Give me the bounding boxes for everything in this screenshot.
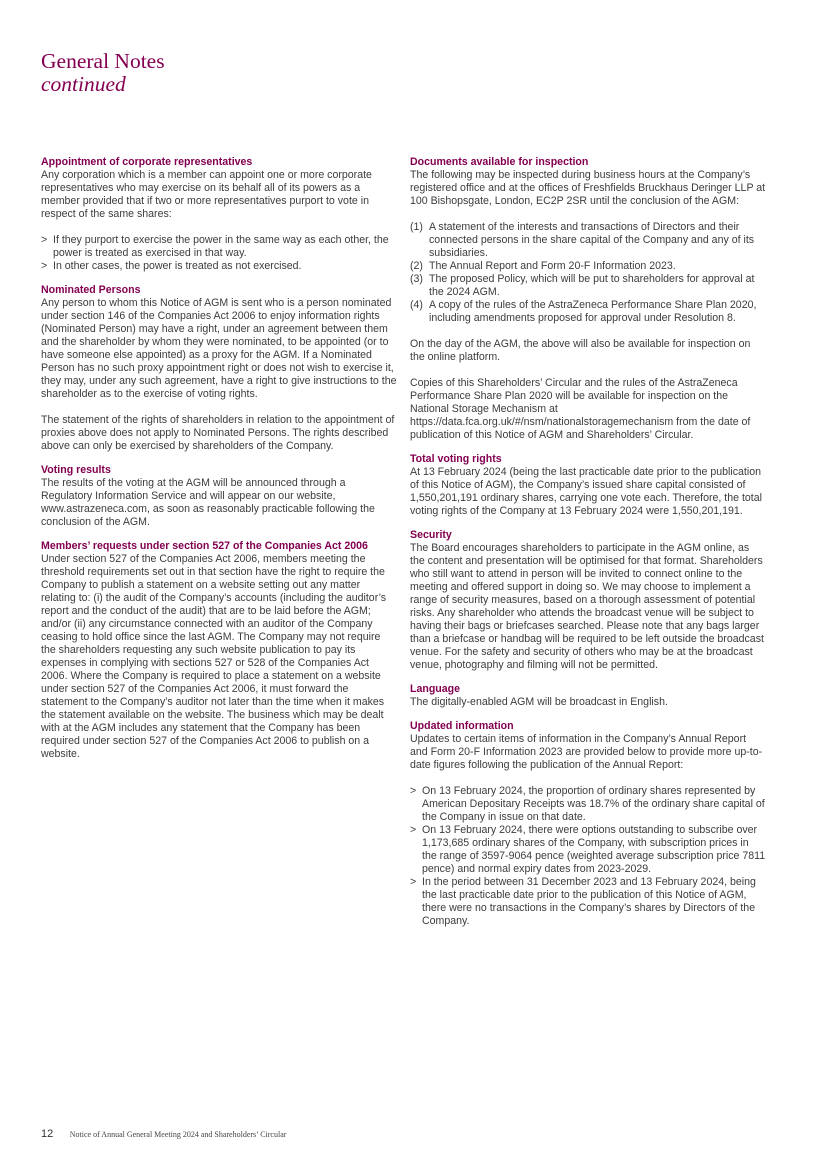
list-number: (4) <box>410 299 423 311</box>
section-voting-results <box>41 464 397 529</box>
section-security <box>410 529 766 672</box>
paragraph: The Board encourages shareholders to participate in the AGM online, as the content and presentation will be optimised for that format. Shareholders who still want to attend in person will be invited to connect online to the meeting and offered support in doing so. We may choose to implement a range of security measures, based on a thorough assessment of potential risks. Any shareholder who attends the broadcast venue will be subject to having their bags or briefcases searched. Please note that any bags larger than a briefcase or handbag will be required to be left outside the broadcast venue. For the safety and security of others who may be at the broadcast venue, photography and filming will not be permitted. <box>410 542 764 671</box>
section-heading: Total voting rights <box>410 453 502 465</box>
paragraph: The following may be inspected during business hours at the Company’s registered office and at the offices of Freshfields Bruckhaus Deringer LLP at 100 Bishopsgate, London, EC2P 2SR until the conclusion of the AGM: <box>410 169 766 207</box>
list-item <box>410 221 766 260</box>
list-item: > On 13 February 2024, the proportion of ordinary shares represented by American Depositary Receipts was 18.7% of the ordinary share capital of the Company in issue on that date. <box>410 785 766 824</box>
bullet-list <box>41 234 397 273</box>
right-column <box>410 156 766 939</box>
paragraph: The statement of the rights of shareholders in relation to the appointment of proxies above does not apply to Nominated Persons. The rights described above can only be exercised by shareholders of the Company. <box>41 414 395 452</box>
list-number: (3) <box>410 273 423 285</box>
list-number: (2) <box>410 260 423 272</box>
numbered-list <box>410 221 766 325</box>
section-heading: Language <box>410 683 461 695</box>
title-subtitle: continued <box>41 72 126 96</box>
paragraph: At 13 February 2024 (being the last practicable date prior to the publication of this Notice of AGM), the Company’s issued share capital consisted of 1,550,201,191 ordinary shares, carrying one vote each. Therefore, the total voting rights of the Company at 13 February 2024 were 1,550,201,191. <box>410 466 762 517</box>
section-heading: Voting results <box>41 464 111 476</box>
list-number: (1) <box>410 221 423 233</box>
footer-text: Notice of Annual General Meeting 2024 and Shareholders’ Circular <box>69 1130 287 1139</box>
section-heading: Documents available for inspection <box>410 156 589 168</box>
list-item <box>410 273 766 299</box>
paragraph: Copies of this Shareholders’ Circular and the rules of the AstraZeneca Performance Share Plan 2020 will be available for inspection on the National Storage Mechanism at https://data.fca.org.uk/#/nsm/nationalstoragemechanism from the date of publication of this Notice of AGM and Shareholders’ Circular. <box>410 377 751 441</box>
left-column <box>41 156 397 772</box>
section-nominated-persons <box>41 284 397 453</box>
section-members-requests <box>41 540 397 761</box>
list-text: A statement of the interests and transactions of Directors and their connected persons in the share capital of the Company and any of its subsidiaries. <box>429 221 755 259</box>
list-text: The proposed Policy, which will be put to shareholders for approval at the 2024 AGM. <box>429 273 755 298</box>
list-item <box>410 260 766 273</box>
section-documents-inspection <box>410 156 766 442</box>
section-language <box>410 683 766 709</box>
section-heading: Appointment of corporate representatives <box>41 156 253 168</box>
paragraph: Under section 527 of the Companies Act 2006, members meeting the threshold requirements set out in that section have the right to require the Company to publish a statement on a website setting out any matter relating to: (i) the audit of the Company’s accounts (including the auditor’s report and the conduct of the audit) that are to be laid before the AGM; and/or (ii) any circumstance connected with an auditor of the Company ceasing to hold office since the last AGM. The Company may not require the shareholders requesting any such website publication to pay its expenses in complying with sections 527 or 528 of the Companies Act 2006. Where the Company is required to place a statement on a website under section 527 of the Companies Act 2006, it must forward the statement to the Company’s auditor not later than the time when it makes the statement available on the website. The business which may be dealt with at the AGM includes any statement that the Company has been required under section 527 of the Companies Act 2006 to publish on a website. <box>41 553 387 760</box>
list-item: > If they purport to exercise the power in the same way as each other, the power is treated as exercised in that way. <box>41 234 397 260</box>
paragraph: The results of the voting at the AGM will be announced through a Regulatory Information Service and will appear on our website, www.astrazeneca.com, as soon as reasonably practicable following the conclusion of the AGM. <box>41 477 375 528</box>
list-text: A copy of the rules of the AstraZeneca Performance Share Plan 2020, including amendments proposed for approval under Resolution 8. <box>429 299 757 324</box>
page-title <box>41 50 165 96</box>
list-item: > In other cases, the power is treated as not exercised. <box>41 260 397 273</box>
paragraph: Updates to certain items of information in the Company’s Annual Report and Form 20-F Information 2023 are provided below to provide more up-to-date figures following the publication of the Annual Report: <box>410 733 763 771</box>
section-heading: Updated information <box>410 720 514 732</box>
list-item: > On 13 February 2024, there were options outstanding to subscribe over 1,173,685 ordinary shares of the Company, with subscription prices in the range of 3597-9064 pence (weighted average subscription price 7811 pence) and normal expiry dates from 2023-2029. <box>410 824 766 876</box>
paragraph: The digitally-enabled AGM will be broadcast in English. <box>410 696 668 708</box>
section-heading: Members’ requests under section 527 of the Companies Act 2006 <box>41 540 368 552</box>
list-item <box>410 299 766 325</box>
page-footer <box>41 1128 286 1140</box>
section-updated-information <box>410 720 766 928</box>
bullet-list <box>410 785 766 928</box>
paragraph: Any person to whom this Notice of AGM is sent who is a person nominated under section 146 of the Companies Act 2006 to enjoy information rights (Nominated Person) may have a right, under an agreement between them and the shareholder by whom they were nominated, to be appointed (or to have someone else appointed) as a proxy for the AGM. If a Nominated Person has no such proxy appointment right or does not wish to exercise it, they may, under any such agreement, have a right to give instructions to the shareholder as to the exercise of voting rights. <box>41 297 397 400</box>
section-heading: Security <box>410 529 452 541</box>
paragraph: On the day of the AGM, the above will also be available for inspection on the online platform. <box>410 338 751 363</box>
section-heading: Nominated Persons <box>41 284 141 296</box>
list-item: > In the period between 31 December 2023 and 13 February 2024, being the last practicable date prior to the publication of this Notice of AGM, there were no transactions in the Company’s shares by Directors of the Company. <box>410 876 766 928</box>
section-total-voting-rights <box>410 453 766 518</box>
section-corporate-representatives <box>41 156 397 273</box>
page-number: 12 <box>41 1128 54 1140</box>
title-main: General Notes <box>41 49 165 73</box>
paragraph: Any corporation which is a member can appoint one or more corporate representatives who may exercise on its behalf all of its powers as a member provided that if two or more representatives purport to vote in respect of the same shares: <box>41 169 372 220</box>
list-text: The Annual Report and Form 20-F Information 2023. <box>429 260 676 272</box>
